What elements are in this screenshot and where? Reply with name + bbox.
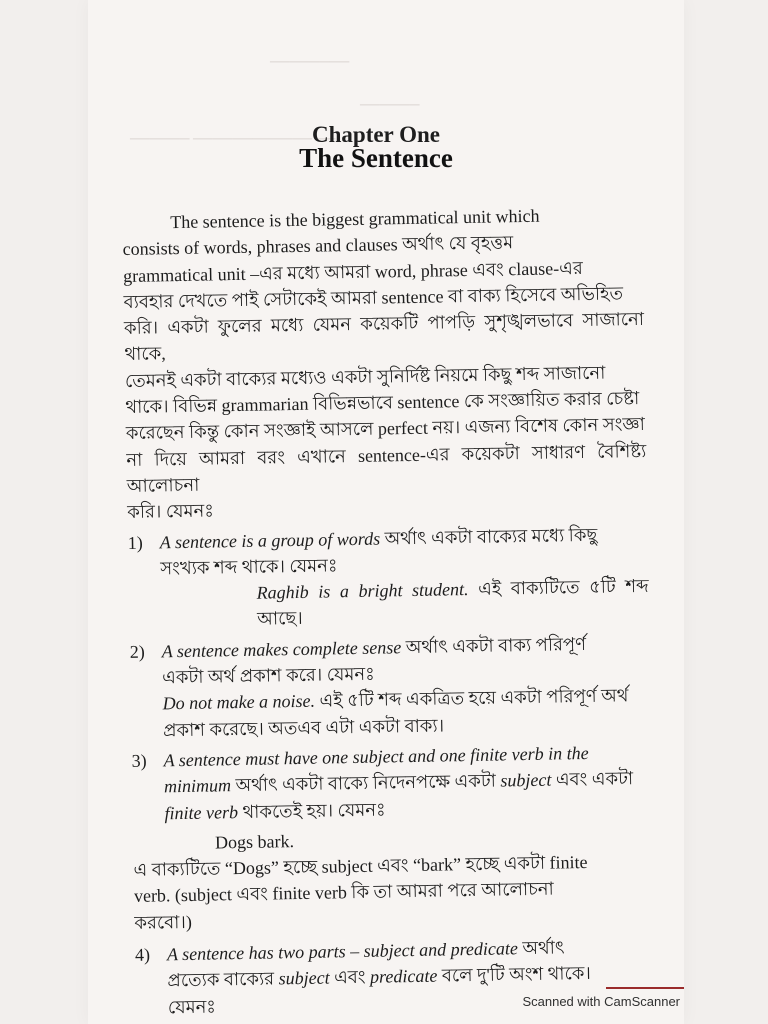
item-english-text: A sentence has two parts – subject and predicate: [166, 938, 519, 965]
intro-line: grammatical unit –এর মধ্যে আমরা word, phrase এবং clause-এর: [122, 257, 583, 286]
bleed-through-text: ────────: [270, 55, 350, 70]
explanation-line: verb. (subject এবং finite verb কি তা আমরা পরে আলোচনা: [133, 878, 554, 907]
red-divider: [606, 987, 684, 989]
item-english-text: predicate: [369, 965, 438, 988]
item-number: 4): [134, 944, 151, 965]
example-sentence: Dogs bark.: [214, 830, 295, 853]
item-english-text: subject: [500, 769, 552, 791]
intro-line: করেছেন কিন্তু কোন সংজ্ঞাই আসলে perfect নয়। এজন্য বিশেষ কোন সংজ্ঞা: [125, 414, 646, 444]
chapter-title: The Sentence: [299, 143, 453, 173]
item-line: একটা অর্থ প্রকাশ করে। যেমনঃ: [161, 663, 375, 688]
intro-line: করি। একটা ফুলের মধ্যে যেমন কয়েকটি পাপড়ি সুশৃঙ্খলভাবে সাজানো থাকে,: [123, 309, 645, 365]
intro-line: থাকে। বিভিন্ন grammarian বিভিন্নভাবে sentence কে সংজ্ঞায়িত করার চেষ্টা: [125, 388, 640, 418]
item-example: [160, 573, 649, 634]
item-bangla-text: প্রত্যেক বাক্যের: [167, 968, 279, 991]
example-english: Do not make a noise.: [162, 691, 316, 714]
item-bangla-text: এবং: [329, 967, 371, 988]
item-line: যেমনঃ: [167, 996, 217, 1017]
explanation-line: করবো।): [134, 911, 193, 933]
item-line: প্রকাশ করেছে। অতএব এটা একটা বাক্য।: [162, 715, 445, 741]
item-bangla-text: অর্থাৎ: [517, 937, 565, 959]
intro-line: consists of words, phrases and clauses অর্থাৎ যে বৃহত্তম: [122, 232, 514, 260]
item-bangla-text: থাকতেই হয়। যেমনঃ: [237, 799, 386, 822]
intro-line: ব্যবহার দেখতে পাই সেটাকেই আমরা sentence বা বাক্য হিসেবে অভিহিত: [123, 283, 624, 312]
bleed-through-text: ────── ──────────── ──: [130, 132, 336, 147]
item-bangla-text: বলে দু'টি অংশ থাকে।: [437, 963, 591, 986]
main-text: [122, 201, 656, 1021]
intro-line: করি। যেমনঃ: [127, 500, 215, 523]
intro-line: The sentence is the biggest grammatical unit which: [170, 205, 540, 233]
item-english-text: A sentence must have one subject and one finite verb in the: [163, 742, 589, 771]
bleed-through-text: ──────: [360, 98, 420, 113]
item-english-text: finite verb: [164, 801, 239, 823]
list-item: [131, 739, 652, 827]
example-english: Raghib is a bright student.: [256, 579, 469, 603]
item-line: সংখ্যক শব্দ থাকে। যেমনঃ: [160, 555, 338, 579]
scanner-watermark: Scanned with CamScanner: [522, 994, 680, 1009]
item-english-text: A sentence makes complete sense: [161, 636, 402, 662]
chapter-label: Chapter One: [312, 122, 440, 147]
item-english-text: minimum: [163, 775, 232, 797]
item-number: 3): [131, 750, 147, 771]
list-item: [128, 520, 650, 634]
item-bangla-text: অর্থাৎ একটা বাক্য পরিপূর্ণ: [401, 633, 587, 657]
explanation-line: এ বাক্যটিতে “Dogs” হচ্ছে subject এবং “bark” হচ্ছে একটা finite: [133, 852, 588, 881]
item-number: 1): [127, 532, 143, 553]
example-bangla: এই ৫টি শব্দ একত্রিত হয়ে একটা পরিপূর্ণ অর্থ: [314, 685, 629, 712]
intro-line: না দিয়ে আমরা বরং এখানে sentence-এর কয়েকটা সাধারণ বৈশিষ্ট্য আলোচনা: [126, 440, 647, 496]
item-bangla-text: এবং একটা: [551, 768, 634, 790]
item-number: 2): [129, 641, 145, 662]
item-english-text: A sentence is a group of words: [159, 528, 381, 552]
item-bangla-text: অর্থাৎ একটা বাক্যে নিদেনপক্ষে একটা: [230, 770, 501, 796]
example-bangla: এই বাক্যটিতে ৫টি শব্দ আছে।: [256, 576, 649, 630]
list-item: [129, 630, 651, 744]
intro-line: তেমনই একটা বাক্যের মধ্যেও একটা সুনির্দিষ্ট নিয়মে কিছু শব্দ সাজানো: [124, 362, 606, 391]
item-bangla-text: অর্থাৎ একটা বাক্যের মধ্যে কিছু: [379, 524, 598, 549]
item-english-text: subject: [278, 967, 330, 989]
